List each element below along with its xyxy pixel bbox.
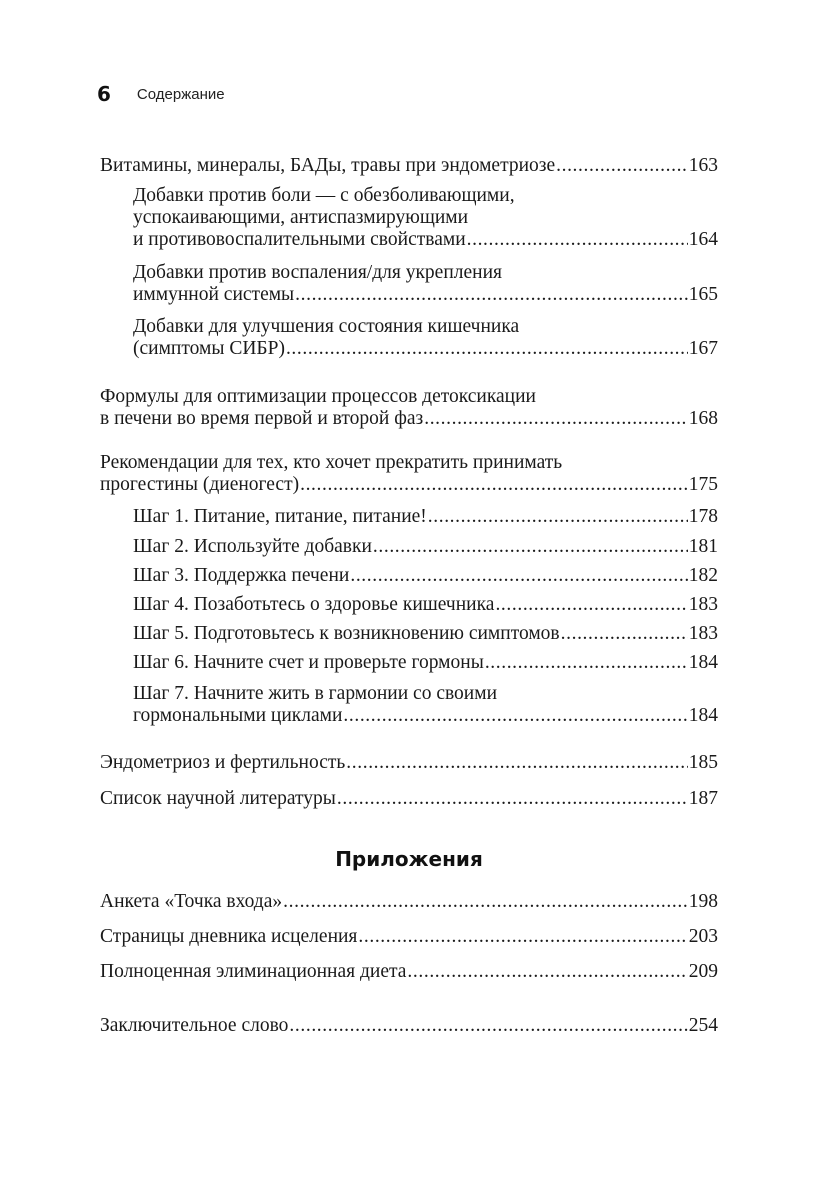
toc-entry-title-line: иммунной системы (133, 284, 295, 305)
toc-entry-title-line: прогестины (диеногест) (100, 474, 300, 495)
toc-page-number: 209 (688, 961, 718, 982)
dot-leader (561, 623, 688, 645)
toc-entry-step-7 (133, 683, 718, 727)
toc-entry-title-line: Рекомендации для тех, кто хочет прекратить принимать (100, 452, 563, 473)
running-head (97, 80, 225, 108)
dot-leader (295, 284, 688, 306)
dot-leader (286, 338, 688, 360)
toc-page-number: 183 (688, 594, 718, 615)
toc-entry-gut-supplements (133, 316, 718, 360)
toc-page-number: 187 (688, 788, 718, 809)
toc-entry-title: Эндометриоз и фертильность (100, 752, 346, 773)
dot-leader (556, 155, 688, 177)
dot-leader (350, 565, 687, 587)
toc-entry-inflammation-supplements (133, 262, 718, 306)
dot-leader (373, 536, 688, 558)
toc-entry-title-line: Формулы для оптимизации процессов детоксикации (100, 386, 536, 407)
toc-entry-closing-word (100, 1015, 718, 1037)
toc-entry-title: Шаг 1. Питание, питание, питание! (133, 506, 427, 527)
toc-page-number: 165 (688, 284, 718, 305)
toc-entry-progestins (100, 452, 718, 496)
toc-page-number: 203 (688, 926, 718, 947)
toc-entry-fertility (100, 752, 718, 774)
dot-leader (407, 961, 687, 983)
toc-entry-title: Витамины, минералы, БАДы, травы при эндометриозе (100, 155, 556, 176)
toc-entry-title: Шаг 3. Поддержка печени (133, 565, 350, 586)
toc-page-number: 198 (688, 891, 718, 912)
toc-entry-title-line: Добавки против воспаления/для укрепления (133, 262, 502, 283)
toc-page-number: 181 (688, 536, 718, 557)
dot-leader (337, 788, 688, 810)
toc-page-number: 178 (688, 506, 718, 527)
toc-page-number: 185 (688, 752, 718, 773)
toc-entry-title: Анкета «Точка входа» (100, 891, 283, 912)
toc-entry-step-4 (133, 594, 718, 616)
toc-page-number: 184 (688, 652, 718, 673)
toc-entry-step-3 (133, 565, 718, 587)
toc-entry-title-line: успокаивающими, антиспазмирующими (133, 207, 469, 228)
toc-entry-title: Страницы дневника исцеления (100, 926, 358, 947)
toc-entry-title-line: (симптомы СИБР) (133, 338, 285, 359)
toc-entry-title: Список научной литературы (100, 788, 336, 809)
toc-entry-title: Шаг 5. Подготовьтесь к возникновению симптомов (133, 623, 560, 644)
toc-entry-vitamins (100, 155, 718, 177)
toc-entry-step-2 (133, 536, 718, 558)
dot-leader (424, 408, 688, 430)
toc-entry-title: Шаг 2. Используйте добавки (133, 536, 372, 557)
toc-entry-title-line: Шаг 7. Начните жить в гармонии со своими (133, 683, 498, 704)
toc-entry-title: Полноценная элиминационная диета (100, 961, 407, 982)
toc-page-number: 168 (688, 408, 718, 429)
section-title: Содержание (136, 85, 225, 103)
dot-leader (485, 652, 688, 674)
toc-entry-title-line: в печени во время первой и второй фаз (100, 408, 424, 429)
toc-entry-title: Заключительное слово (100, 1015, 289, 1036)
toc-page-number: 163 (688, 155, 718, 176)
toc-entry-questionnaire (100, 891, 718, 913)
toc-entry-step-5 (133, 623, 718, 645)
toc-entry-title: Шаг 4. Позаботьтесь о здоровье кишечника (133, 594, 495, 615)
toc-entry-title-line: Добавки для улучшения состояния кишечника (133, 316, 520, 337)
toc-page-number: 254 (688, 1015, 718, 1036)
toc-entry-pain-supplements (133, 185, 718, 251)
dot-leader (358, 926, 687, 948)
dot-leader (467, 229, 688, 251)
toc-entry-title-line: гормональными циклами (133, 705, 343, 726)
toc-page-number: 167 (688, 338, 718, 359)
toc-entry-detox-formulas (100, 386, 718, 430)
toc-entry-diary-pages (100, 926, 718, 948)
toc-entry-title-line: Добавки против боли — с обезболивающими, (133, 185, 515, 206)
toc-entry-title: Шаг 6. Начните счет и проверьте гормоны (133, 652, 484, 673)
toc-page-number: 182 (688, 565, 718, 586)
page-number: 6 (97, 82, 111, 106)
toc-entry-step-6 (133, 652, 718, 674)
dot-leader (495, 594, 687, 616)
toc-page-number: 175 (688, 474, 718, 495)
dot-leader (428, 506, 688, 528)
dot-leader (343, 705, 687, 727)
dot-leader (346, 752, 687, 774)
appendix-heading: Приложения (335, 847, 483, 871)
toc-page-number: 164 (688, 229, 718, 250)
toc-page-number: 183 (688, 623, 718, 644)
dot-leader (300, 474, 688, 496)
toc-page-number: 184 (688, 705, 718, 726)
toc-entry-references (100, 788, 718, 810)
toc-entry-title-line: и противовоспалительными свойствами (133, 229, 466, 250)
dot-leader (289, 1015, 687, 1037)
dot-leader (283, 891, 688, 913)
toc-entry-step-1 (133, 506, 718, 528)
toc-entry-elimination-diet (100, 961, 718, 983)
